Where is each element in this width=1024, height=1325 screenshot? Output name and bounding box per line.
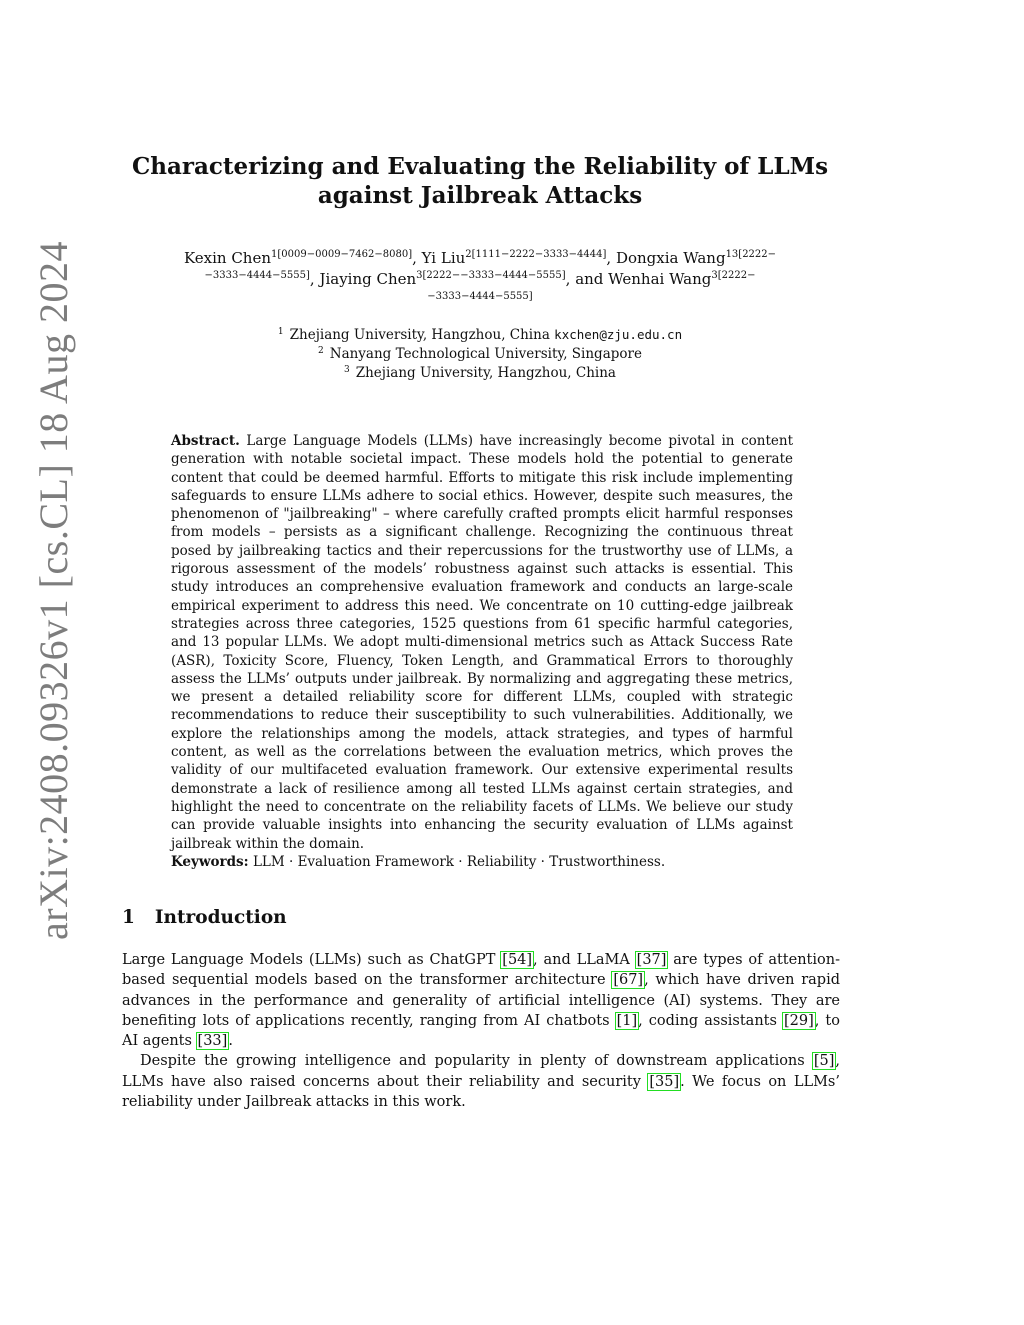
author-name: Yi Liu xyxy=(421,249,466,267)
arxiv-identifier-stamp: arXiv:2408.09326v1 [cs.CL] 18 Aug 2024 xyxy=(31,241,76,940)
citation-link[interactable]: [35] xyxy=(649,1073,680,1090)
affiliation xyxy=(200,345,760,364)
affiliation-list xyxy=(200,325,760,383)
body-paragraph: Large Language Models (LLMs) such as ChatGPT [54], and LLaMA [37] are types of attention-based sequential models based on the transformer architecture [67], which have driven rapid advances in the performance and generality of artificial intelligence (AI) systems. They are benefiting lots of applications recently, ranging from AI chatbots [1], coding assistants [29], to AI agents [33]. xyxy=(122,952,841,1050)
keywords-text: LLM · Evaluation Framework · Reliability · Trustworthiness. xyxy=(252,854,666,870)
keywords-label: Keywords: xyxy=(171,854,249,870)
author-list xyxy=(160,248,800,311)
section-title: Introduction xyxy=(154,907,287,928)
citation-link[interactable]: [1] xyxy=(616,1012,638,1029)
body-paragraph: Despite the growing intelligence and popularity in plenty of downstream applications [5], LLMs have also raised concerns about their reliability and security [35]. We focus on LLMs’ reliability under Jailbreak attacks in this work. xyxy=(122,1053,840,1111)
author-separator: , and xyxy=(565,270,609,288)
citation-link[interactable]: [54] xyxy=(502,952,533,968)
abstract xyxy=(171,432,793,853)
affiliation-number: 2 xyxy=(318,346,324,356)
title-line-2: against Jailbreak Attacks xyxy=(317,182,643,209)
affiliation-text: Zhejiang University, Hangzhou, China xyxy=(289,327,550,343)
author-orcid: 3[2222−−3333−4444−5555] xyxy=(427,270,756,302)
author-orcid: 1[0009−0009−7462−8080] xyxy=(271,249,413,260)
affiliation xyxy=(200,364,760,383)
author-separator: , xyxy=(606,249,616,267)
affiliation-text: Nanyang Technological University, Singapore xyxy=(329,346,642,362)
author-orcid: 13[2222−−3333−4444−5555] xyxy=(204,249,777,281)
section-heading xyxy=(122,907,287,928)
paper-title xyxy=(120,152,840,210)
affiliation-text: Zhejiang University, Hangzhou, China xyxy=(355,365,616,381)
author-orcid: 2[1111−2222−3333−4444] xyxy=(465,249,607,260)
introduction-body xyxy=(122,950,840,1112)
author-separator: , xyxy=(309,270,320,288)
abstract-text: Large Language Models (LLMs) have increasingly become pivotal in content generation with notable societal impact. These models hold the potential to generate content that could be deemed harmful. Efforts to mitigate this risk include implementing safeguards to ensure LLMs adhere to social ethics. However, despite such measures, the phenomenon of "jailbreaking" – where carefully crafted prompts elicit harmful responses from models – persists as a significant challenge. Recognizing the continuous threat posed by jailbreaking tactics and their repercussions for the trustworthy use of LLMs, a rigorous assessment of the models’ robustness against such attacks is essential. This study introduces an comprehensive evaluation framework and conducts an large-scale empirical experiment to address this need. We concentrate on 10 cutting-edge jailbreak strategies across three categories, 1525 questions from 61 specific harmful categories, and 13 popular LLMs. We adopt multi-dimensional metrics such as Attack Success Rate (ASR), Toxicity Score, Fluency, Token Length, and Grammatical Errors to thoroughly assess the LLMs’ outputs under jailbreak. By normalizing and aggregating these metrics, we present a detailed reliability score for different LLMs, coupled with strategic recommendations to reduce their susceptibility to such vulnerabilities. Additionally, we explore the relationships among the models, attack strategies, and types of harmful content, as well as the correlations between the evaluation metrics, which proves the validity of our multifaceted evaluation framework. Our extensive experimental results demonstrate a lack of resilience among all tested LLMs against certain strategies, and highlight the need to concentrate on the reliability facets of LLMs. We believe our study can provide valuable insights into enhancing the security evaluation of LLMs against jailbreak within the domain. xyxy=(171,433,793,852)
author-separator: , xyxy=(412,249,422,267)
author-orcid: 3[2222−−3333−4444−5555] xyxy=(416,270,566,281)
author-name: Jiaying Chen xyxy=(319,270,417,288)
affiliation-number: 3 xyxy=(344,365,350,375)
citation-link[interactable]: [33] xyxy=(197,1033,228,1050)
author-name: Kexin Chen xyxy=(183,249,272,267)
keywords xyxy=(171,853,793,871)
author-name: Dongxia Wang xyxy=(615,249,726,267)
author-name: Wenhai Wang xyxy=(608,270,712,288)
citation-link[interactable]: [5] xyxy=(813,1053,835,1070)
affiliation-email[interactable]: kxchen@zju.edu.cn xyxy=(554,327,683,342)
section-number: 1 xyxy=(122,907,135,928)
affiliation xyxy=(200,325,760,345)
affiliation-number: 1 xyxy=(277,327,284,337)
citation-link[interactable]: [67] xyxy=(613,972,644,989)
citation-link[interactable]: [37] xyxy=(636,952,667,968)
title-line-1: Characterizing and Evaluating the Reliability of LLMs xyxy=(131,153,829,180)
citation-link[interactable]: [29] xyxy=(784,1012,814,1029)
abstract-label: Abstract. xyxy=(171,433,240,449)
